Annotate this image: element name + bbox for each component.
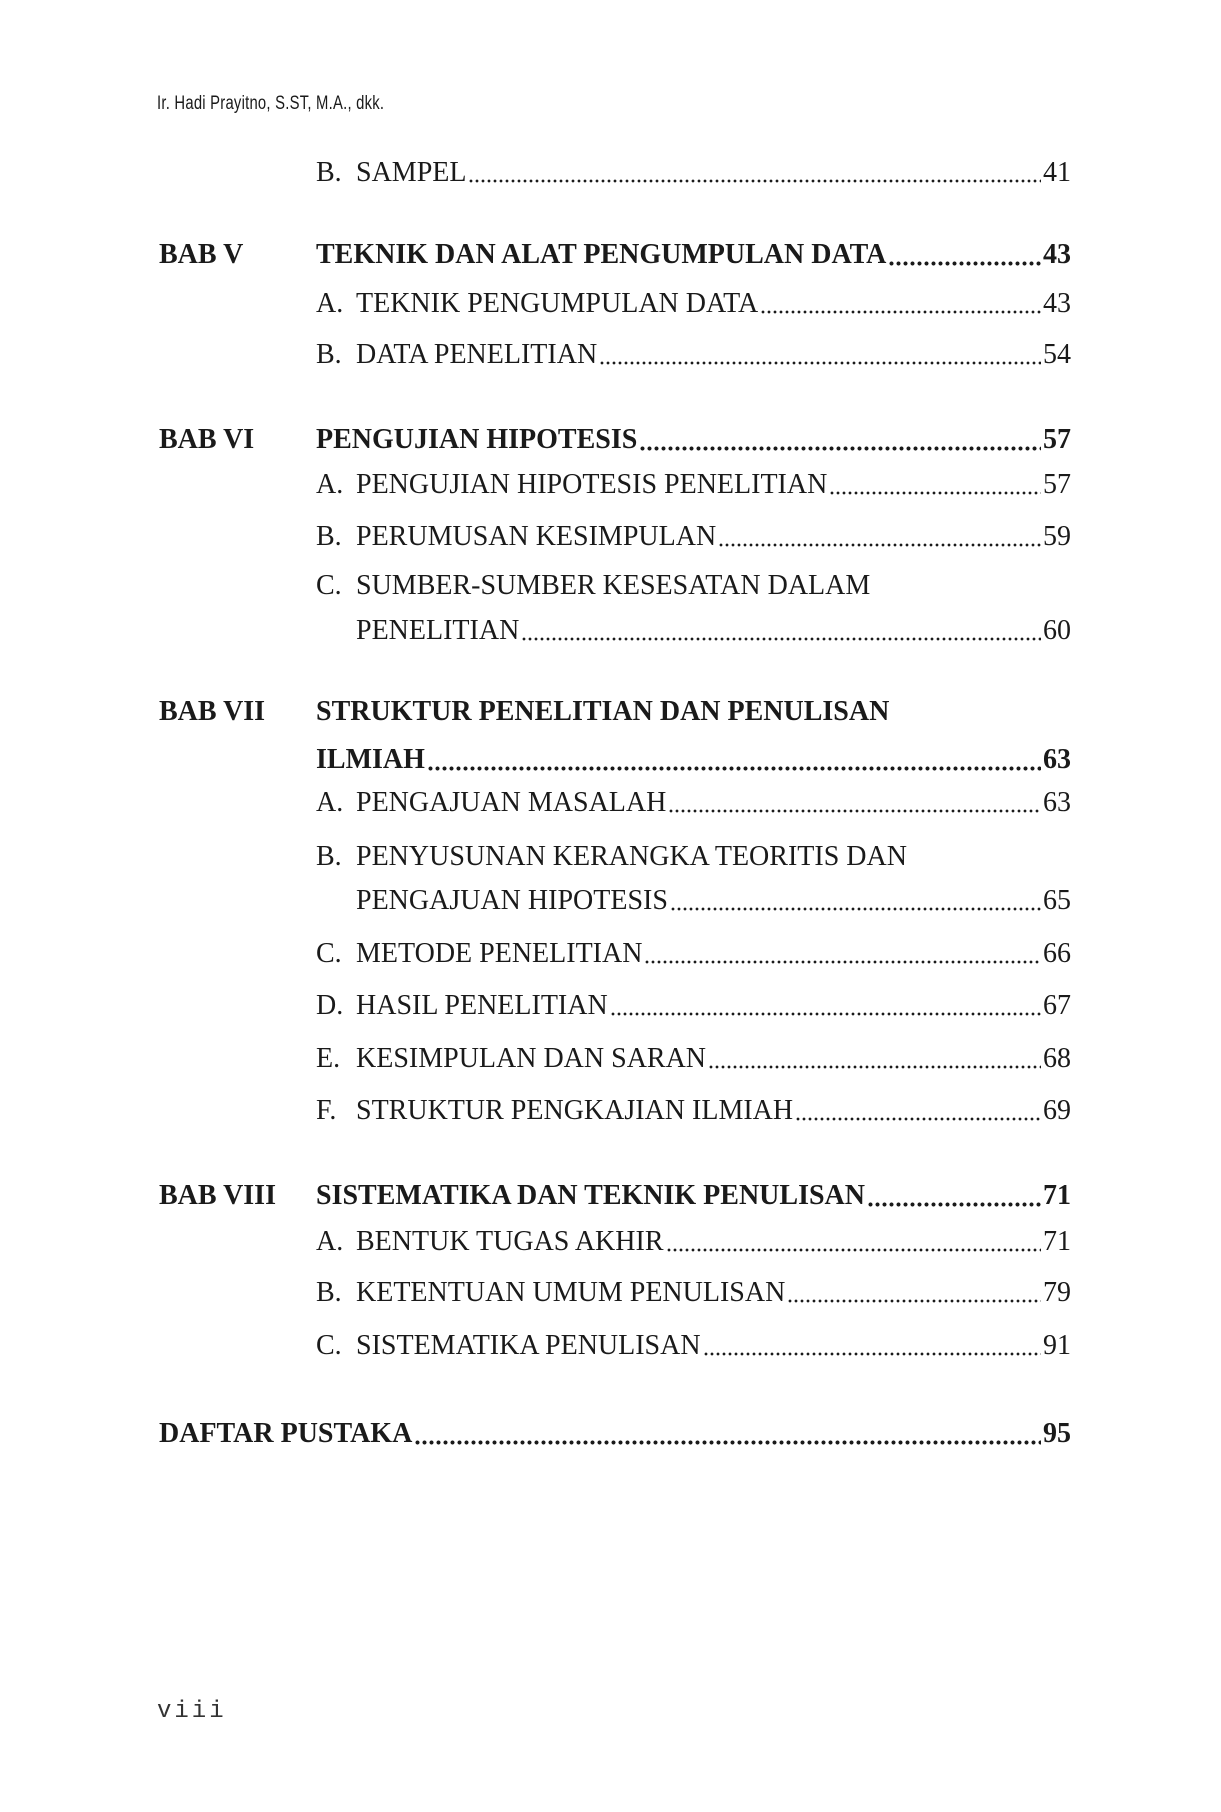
toc-entry-penyusunan-kerangka-line2[interactable] xyxy=(316,881,1071,921)
toc-entry-title: DAFTAR PUSTAKA xyxy=(159,1418,413,1449)
toc-entry-title: PENGAJUAN MASALAH xyxy=(356,787,667,818)
toc-entry-letter: E. xyxy=(316,1043,341,1074)
toc-entry-letter: B. xyxy=(316,841,342,872)
toc-entry-letter: A. xyxy=(316,469,344,500)
toc-entry-title: PENGUJIAN HIPOTESIS PENELITIAN xyxy=(356,469,828,500)
toc-chapter-page: 71 xyxy=(1043,1180,1071,1211)
toc-entry-title: PENYUSUNAN KERANGKA TEORITIS DAN xyxy=(356,841,907,872)
chapter-label-bab-v: BAB V xyxy=(159,239,244,270)
toc-entry-title: STRUKTUR PENGKAJIAN ILMIAH xyxy=(356,1095,794,1126)
toc-chapter-bab-v[interactable] xyxy=(316,235,1071,275)
toc-entry-penyusunan-kerangka-line1[interactable] xyxy=(316,837,907,877)
toc-entry-page: 95 xyxy=(1043,1418,1071,1449)
toc-entry-letter: C. xyxy=(316,570,342,601)
toc-chapter-page: 57 xyxy=(1043,424,1071,455)
toc-entry-title: SUMBER-SUMBER KESESATAN DALAM xyxy=(356,570,871,601)
dot-leader xyxy=(787,1298,1041,1304)
toc-entry-page: 91 xyxy=(1043,1330,1071,1361)
toc-entry-letter: F. xyxy=(316,1095,337,1126)
toc-entry-title: SAMPEL xyxy=(356,157,467,188)
toc-entry-teknik-pengumpulan-data[interactable] xyxy=(316,284,1071,324)
toc-entry-letter: A. xyxy=(316,288,344,319)
chapter-label-bab-vi: BAB VI xyxy=(159,424,255,455)
toc-entry-page: 71 xyxy=(1043,1226,1071,1257)
toc-chapter-title-line1[interactable]: STRUKTUR PENELITIAN DAN PENULISAN xyxy=(316,696,890,727)
toc-entry-letter: A. xyxy=(316,1226,344,1257)
toc-chapter-bab-viii[interactable] xyxy=(316,1176,1071,1216)
dot-leader xyxy=(610,1011,1041,1017)
toc-entry-hasil-penelitian[interactable] xyxy=(316,986,1071,1026)
toc-entry-letter: B. xyxy=(316,521,342,552)
toc-entry-title: KESIMPULAN DAN SARAN xyxy=(356,1043,707,1074)
toc-entry-page: 41 xyxy=(1043,157,1071,188)
toc-entry-title: SISTEMATIKA PENULISAN xyxy=(356,1330,701,1361)
dot-leader xyxy=(670,906,1041,912)
dot-leader xyxy=(468,178,1041,184)
toc-entry-page: 67 xyxy=(1043,990,1071,1021)
chapter-label-bab-viii: BAB VIII xyxy=(159,1180,276,1211)
toc-entry-page: 65 xyxy=(1043,885,1071,916)
toc-entry-letter: B. xyxy=(316,157,342,188)
toc-entry-data-penelitian[interactable] xyxy=(316,335,1071,375)
toc-entry-sampel[interactable] xyxy=(316,153,1071,193)
toc-entry-title: TEKNIK PENGUMPULAN DATA xyxy=(356,288,759,319)
dot-leader xyxy=(703,1351,1041,1357)
toc-entry-daftar-pustaka[interactable] xyxy=(159,1414,1071,1454)
toc-entry-title: BENTUK TUGAS AKHIR xyxy=(356,1226,664,1257)
dot-leader xyxy=(795,1116,1041,1122)
toc-entry-page: 79 xyxy=(1043,1277,1071,1308)
toc-entry-page: 57 xyxy=(1043,469,1071,500)
toc-entry-title: PENELITIAN xyxy=(356,615,520,646)
toc-entry-letter: A. xyxy=(316,787,344,818)
toc-entry-page: 54 xyxy=(1043,339,1071,370)
toc-entry-sumber-kesesatan-line2[interactable] xyxy=(316,611,1071,651)
toc-entry-title: DATA PENELITIAN xyxy=(356,339,598,370)
toc-entry-page: 59 xyxy=(1043,521,1071,552)
dot-leader xyxy=(414,1439,1041,1446)
toc-chapter-title: PENGUJIAN HIPOTESIS xyxy=(316,424,638,455)
toc-chapter-page: 43 xyxy=(1043,239,1071,270)
toc-chapter-page: 63 xyxy=(1043,744,1071,775)
toc-chapter-bab-vi[interactable] xyxy=(316,420,1071,460)
toc-entry-pengajuan-masalah[interactable] xyxy=(316,783,1071,823)
toc-entry-title: PENGAJUAN HIPOTESIS xyxy=(356,885,668,916)
toc-entry-kesimpulan-dan-saran[interactable] xyxy=(316,1039,1071,1079)
toc-entry-letter: D. xyxy=(316,990,344,1021)
dot-leader xyxy=(668,808,1041,814)
toc-entry-sistematika-penulisan[interactable] xyxy=(316,1326,1071,1366)
toc-entry-title: PERUMUSAN KESIMPULAN xyxy=(356,521,717,552)
toc-entry-title: KETENTUAN UMUM PENULISAN xyxy=(356,1277,786,1308)
toc-entry-letter: C. xyxy=(316,938,342,969)
toc-entry-title: HASIL PENELITIAN xyxy=(356,990,608,1021)
toc-entry-ketentuan-umum-penulisan[interactable] xyxy=(316,1273,1071,1313)
toc-entry-perumusan-kesimpulan[interactable] xyxy=(316,517,1071,557)
toc-chapter-title: SISTEMATIKA DAN TEKNIK PENULISAN xyxy=(316,1180,865,1211)
dot-leader xyxy=(644,959,1041,965)
toc-entry-bentuk-tugas-akhir[interactable] xyxy=(316,1222,1071,1262)
toc-entry-page: 63 xyxy=(1043,787,1071,818)
toc-entry-letter: B. xyxy=(316,1277,342,1308)
dot-leader xyxy=(829,490,1041,496)
dot-leader xyxy=(888,260,1041,267)
dot-leader xyxy=(599,360,1041,366)
toc-entry-page: 68 xyxy=(1043,1043,1071,1074)
toc-entry-sumber-kesesatan-line1[interactable] xyxy=(316,566,870,606)
toc-entry-page: 60 xyxy=(1043,615,1071,646)
dot-leader xyxy=(760,309,1041,315)
toc-chapter-bab-vii[interactable] xyxy=(316,740,1071,780)
toc-entry-title: METODE PENELITIAN xyxy=(356,938,643,969)
toc-chapter-title: ILMIAH xyxy=(316,744,425,775)
dot-leader xyxy=(867,1201,1041,1208)
toc-entry-struktur-pengkajian-ilmiah[interactable] xyxy=(316,1091,1071,1131)
toc-entry-metode-penelitian[interactable] xyxy=(316,934,1071,974)
chapter-label-bab-vii: BAB VII xyxy=(159,696,266,727)
dot-leader xyxy=(666,1247,1042,1253)
dot-leader xyxy=(708,1064,1041,1070)
running-header: Ir. Hadi Prayitno, S.ST, M.A., dkk. xyxy=(157,93,385,114)
toc-entry-page: 69 xyxy=(1043,1095,1071,1126)
toc-entry-letter: B. xyxy=(316,339,342,370)
dot-leader xyxy=(639,445,1041,452)
dot-leader xyxy=(427,765,1041,772)
toc-chapter-title: TEKNIK DAN ALAT PENGUMPULAN DATA xyxy=(316,239,887,270)
toc-entry-letter: C. xyxy=(316,1330,342,1361)
page-number: viii xyxy=(157,1698,227,1725)
toc-entry-page: 43 xyxy=(1043,288,1071,319)
toc-entry-pengujian-hipotesis-penelitian[interactable] xyxy=(316,465,1071,505)
dot-leader xyxy=(718,542,1041,548)
dot-leader xyxy=(521,636,1041,642)
toc-entry-page: 66 xyxy=(1043,938,1071,969)
